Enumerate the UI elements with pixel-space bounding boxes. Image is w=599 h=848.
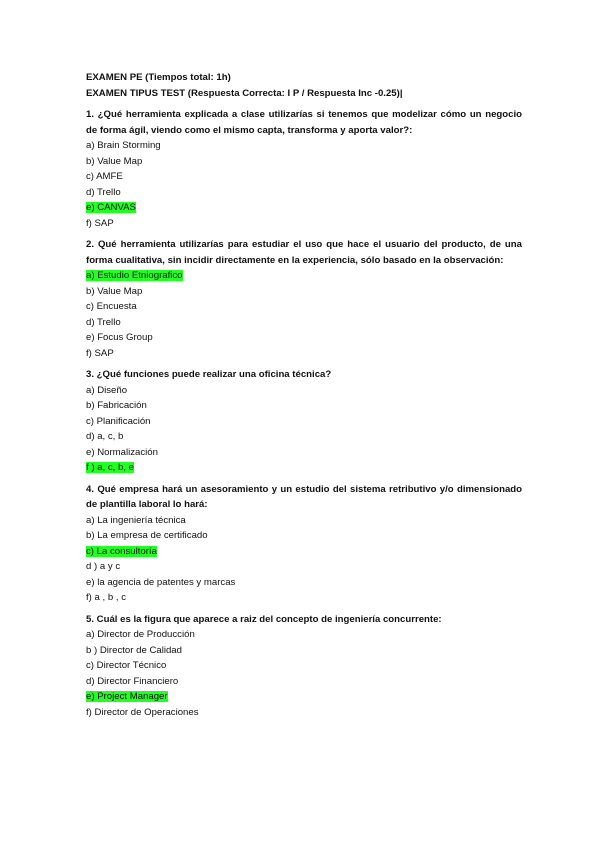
question-5 (86, 612, 522, 721)
correct-answer-highlight: f ) a, c, b, e (86, 462, 134, 473)
correct-answer-highlight: e) CANVAS (86, 202, 136, 213)
option-d (86, 429, 522, 445)
option-label: e) Normalización (86, 446, 158, 458)
option-b (86, 643, 522, 659)
option-c (86, 658, 522, 674)
option-label: d) Trello (86, 316, 121, 328)
option-label: a) Brain Storming (86, 140, 161, 151)
option-d (86, 559, 522, 575)
option-f (86, 705, 522, 721)
question-4 (86, 482, 522, 606)
option-label: a) Director de Producción (86, 629, 195, 640)
option-f (86, 216, 522, 232)
option-label: d) Trello (86, 186, 121, 198)
option-e-correct (86, 689, 522, 705)
option-b (86, 154, 522, 170)
option-a (86, 627, 522, 643)
option-c (86, 169, 522, 185)
exam-subtitle: EXAMEN TIPUS TEST (Respuesta Correcta: I P / Respuesta Inc -0.25)| (86, 87, 403, 99)
option-a-correct (86, 268, 522, 284)
option-d (86, 315, 522, 331)
question-text: 2. Qué herramienta utilizarías para estudiar el uso que hace el usuario del producto, de una forma cualitativa, sin incidir directamente en la experiencia, sólo basado en la observación: (86, 239, 522, 266)
option-label: c) Encuesta (86, 301, 137, 312)
option-b (86, 284, 522, 300)
option-c (86, 299, 522, 315)
option-label: c) Director Técnico (86, 660, 167, 671)
correct-answer-highlight: c) La consultoría (86, 545, 157, 557)
option-label: d ) a y c (86, 561, 121, 572)
option-label: f) SAP (86, 347, 114, 359)
option-d (86, 185, 522, 201)
option-f (86, 346, 522, 362)
option-label: d) Director Financiero (86, 675, 179, 687)
question-text: 1. ¿Qué herramienta explicada a clase utilizarías si tenemos que modelizar cómo un negocio de forma ágil, viendo como el mismo capta, transforma y aporta valor?: (86, 109, 522, 136)
exam-title: EXAMEN PE (Tiempos total: 1h) (86, 72, 231, 83)
option-label: f) Director de Operaciones (86, 706, 199, 718)
question-3 (86, 367, 522, 476)
option-label: e) Focus Group (86, 332, 153, 343)
option-a (86, 513, 522, 529)
option-b (86, 528, 522, 544)
option-label: b) La empresa de certificado (86, 530, 208, 541)
option-label: b ) Director de Calidad (86, 644, 182, 656)
option-e-correct (86, 200, 522, 216)
exam-content (86, 70, 522, 720)
option-label: f) SAP (86, 217, 114, 229)
option-f-correct (86, 460, 522, 476)
option-label: c) AMFE (86, 171, 123, 182)
question-text: 5. Cuál es la figura que aparece a raiz del concepto de ingeniería concurrente: (86, 613, 442, 625)
correct-answer-highlight: a) Estudio Etniografico (86, 270, 183, 281)
option-label: a) Diseño (86, 384, 128, 396)
option-label: e) la agencia de patentes y marcas (86, 576, 236, 588)
option-label: b) Value Map (86, 155, 143, 167)
option-b (86, 398, 522, 414)
question-text: 4. Qué empresa hará un asesoramiento y un estudio del sistema retributivo y/o dimensionado de plantilla laboral lo hará: (86, 483, 522, 510)
option-d (86, 674, 522, 690)
option-label: f) a , b , c (86, 592, 126, 603)
option-c (86, 414, 522, 430)
option-label: c) Planificación (86, 415, 151, 427)
option-label: a) La ingeniería técnica (86, 514, 186, 526)
correct-answer-highlight: e) Project Manager (86, 691, 168, 702)
option-f (86, 590, 522, 606)
question-2 (86, 237, 522, 361)
option-label: d) a, c, b (86, 431, 124, 442)
option-a (86, 138, 522, 154)
question-1 (86, 107, 522, 231)
question-text: 3. ¿Qué funciones puede realizar una oficina técnica? (86, 369, 332, 380)
option-e (86, 445, 522, 461)
option-label: b) Fabricación (86, 400, 147, 411)
option-e (86, 330, 522, 346)
option-label: b) Value Map (86, 285, 143, 297)
option-c-correct (86, 544, 522, 560)
option-e (86, 575, 522, 591)
option-a (86, 383, 522, 399)
